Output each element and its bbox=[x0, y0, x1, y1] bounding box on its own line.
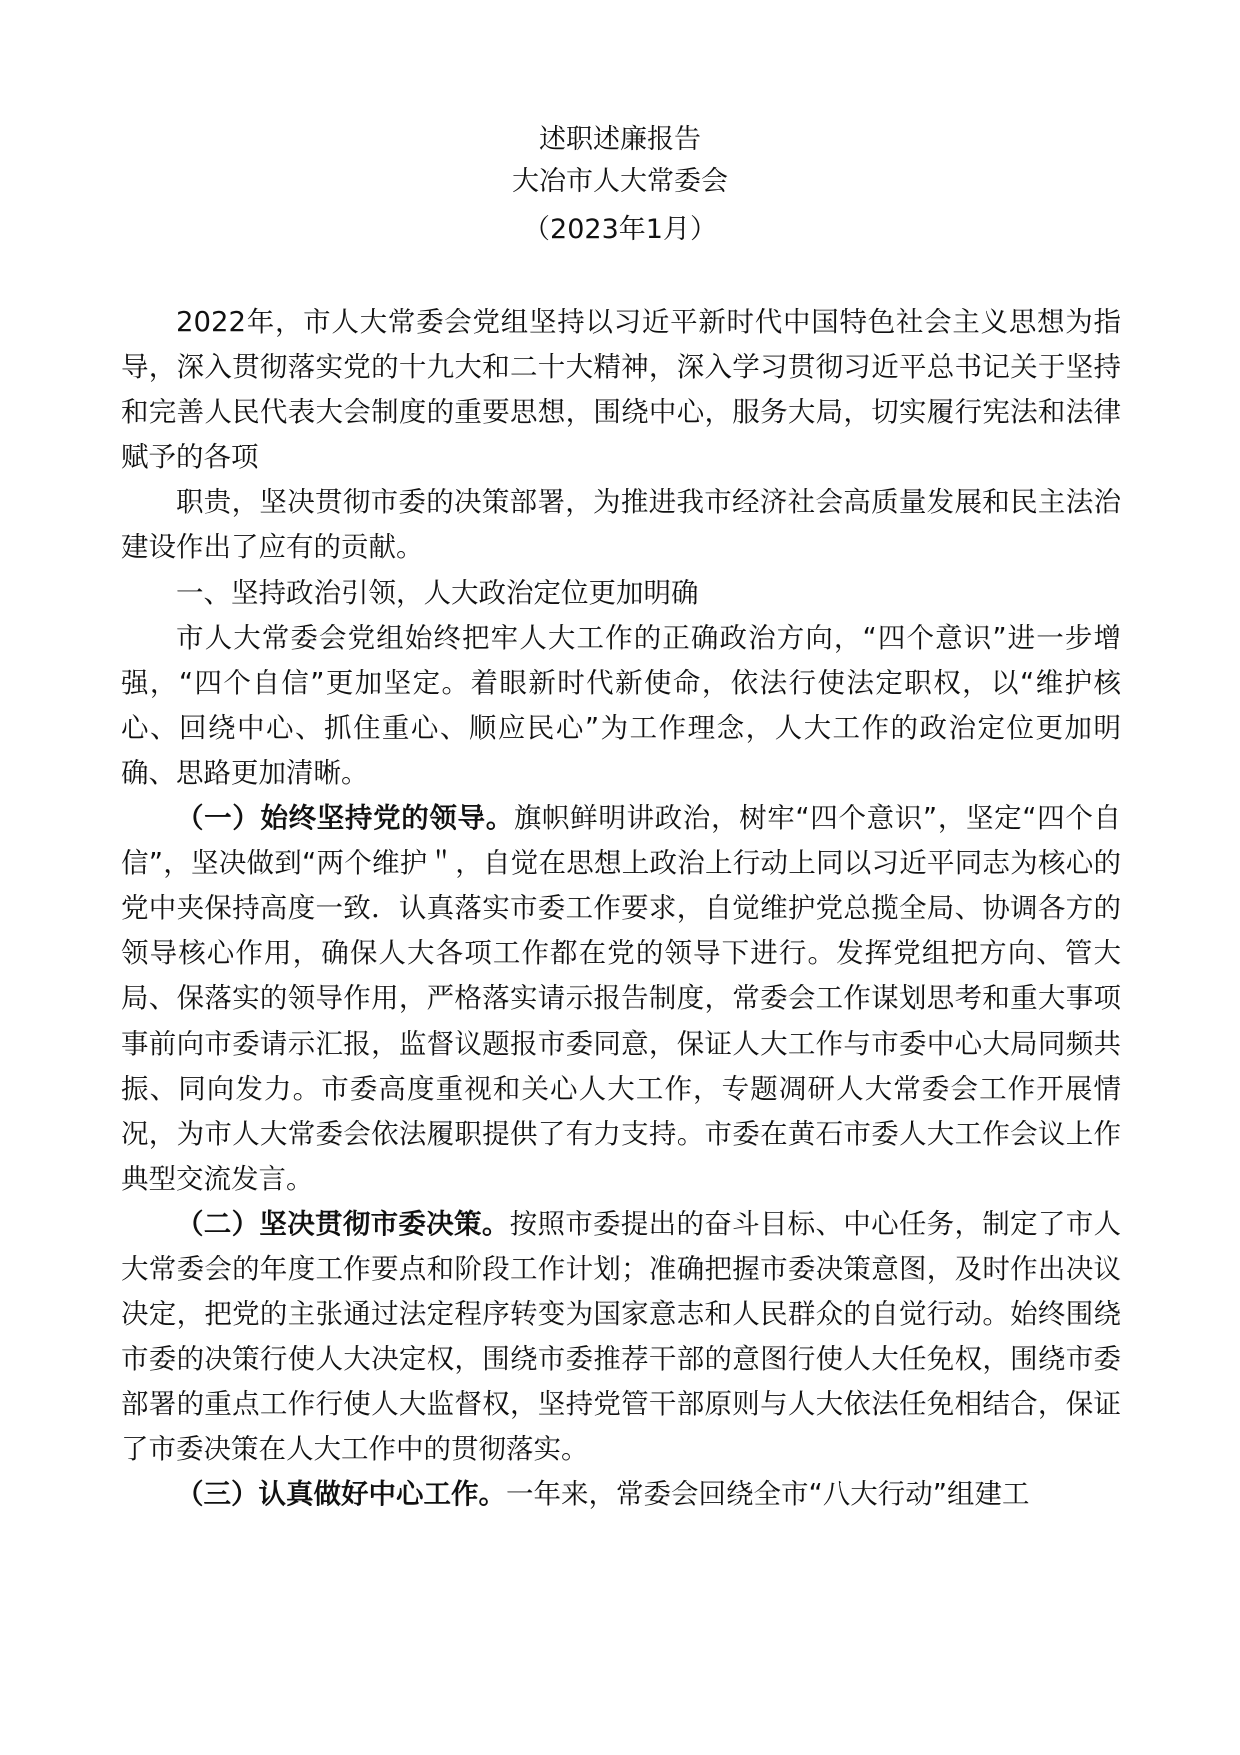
document-date: （2023年1月） bbox=[523, 214, 717, 245]
item-3-heading: （三）认真做好中心工作。 bbox=[176, 1478, 506, 1511]
paragraph-item-3: （三）认真做好中心工作。一年来，常委会回绕全市“八大行动”组建工 bbox=[176, 1478, 1030, 1511]
paragraph-intro-continued: 职贵，坚决贯彻市委的决策部署，为推进我市经济社会高质量发展和民主法治建设作出了应有的贡献。 bbox=[121, 486, 1121, 564]
paragraph-item-2: （二）坚决贯彻市委决策。按照市委提出的奋斗目标、中心任务，制定了市人大常委会的年度工作要点和阶段工作计划；准确把握市委决策意图，及时作出决议决定，把党的主张通过法定程序转变为国家意志和人民群众的自觉行动。始终围绕市委的决策行使人大决定权，围绕市委推荐干部的意图行使人大任免权，围绕市委部署的重点工作行使人大监督权，坚持党管干部原则与人大依法任免相结合，保证了市委决策在人大工作中的贯彻落实。 bbox=[121, 1207, 1122, 1466]
section-heading-1: 一、坚持政治引领，人大政治定位更加明确 bbox=[176, 576, 699, 609]
item-1-heading: （一）始终坚持党的领导。 bbox=[176, 802, 514, 835]
paragraph-intro: 2022年，市人大常委会党组坚持以习近平新时代中国特色社会主义思想为指导，深入贯彻落实党的十九大和二十大精神，深入学习贯彻习近平总书记关于坚持和完善人民代表大会制度的重要思想，围绕中心，服务大局，切实履行宪法和法律赋予的各项 bbox=[121, 306, 1121, 474]
document-organization: 大冶市人大常委会 bbox=[512, 166, 728, 197]
paragraph-item-1: （一）始终坚持党的领导。旗帜鲜明讲政治，树牢“四个意识”，坚定“四个自信”，坚决做到“两个维护＂，自觉在思想上政治上行动上同以习近平同志为核心的党中夹保持高度一致．认真落实市委工作要求，自觉维护党总揽全局、协调各方的领导核心作用，确保人大各项工作都在党的领导下进行。发挥党组把方向、管大局、保落实的领导作用，严格落实请示报告制度，常委会工作谋划思考和重大事项事前向市委请示汇报，监督议题报市委同意，保证人大工作与市委中心大局同频共振、同向发力。市委高度重视和关心人大工作，专题凋研人大常委会工作开展情况，为市人大常委会依法履职提供了有力支持。市委在黄石市委人大工作会议上作典型交流发言。 bbox=[121, 802, 1121, 1195]
paragraph-section-1: 市人大常委会党组始终把牢人大工作的正确政治方向，“四个意识”进一步增强，“四个自信”更加坚定。着眼新时代新使命，依法行使法定职权，以“维护核心、回绕中心、抓住重心、顺应民心”为工作理念，人大工作的政治定位更加明确、思路更加清晰。 bbox=[121, 621, 1121, 789]
document-body bbox=[121, 300, 1121, 1518]
document-title: 述职述廉报告 bbox=[539, 124, 701, 155]
item-2-heading: （二）坚决贯彻市委决策。 bbox=[176, 1207, 510, 1240]
